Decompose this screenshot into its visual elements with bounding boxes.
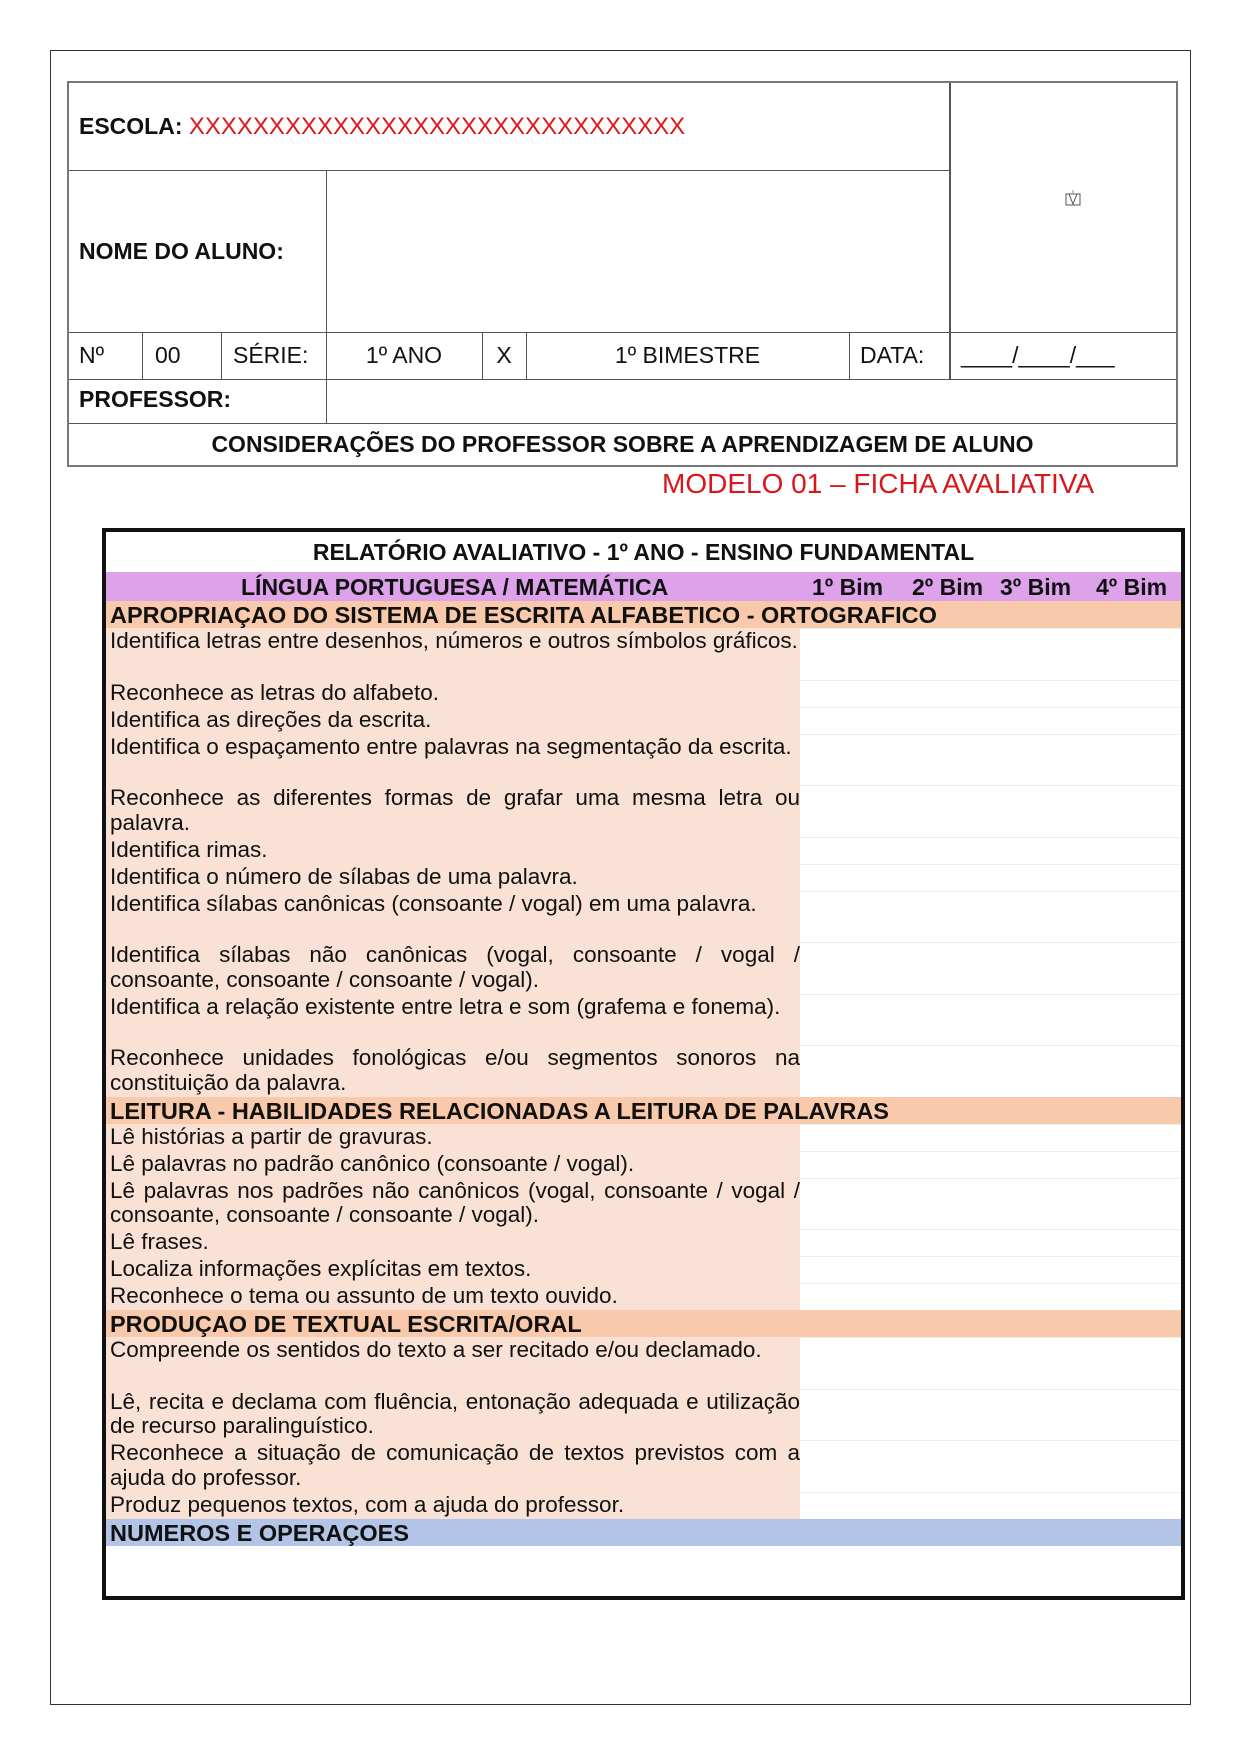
bimester-grade-cells[interactable] — [800, 1283, 1181, 1311]
skill-description: Identifica a relação existente entre letra e som (grafema e fonema). — [106, 994, 800, 1046]
bimester-grade-cells[interactable] — [800, 864, 1181, 892]
divider — [221, 332, 222, 379]
bimester-grade-cells[interactable] — [800, 680, 1181, 708]
assessment-row — [106, 994, 1181, 1046]
divider — [849, 332, 850, 379]
bimester-grade-cells[interactable] — [800, 942, 1181, 995]
bimester-grade-cells[interactable] — [800, 1045, 1181, 1098]
professor-label: PROFESSOR: — [79, 386, 232, 412]
section-heading: PRODUÇAO DE TEXTUAL ESCRITA/ORAL — [106, 1310, 1181, 1337]
assessment-row — [106, 837, 1181, 864]
escola-value[interactable]: XXXXXXXXXXXXXXXXXXXXXXXXXXXXXXX — [188, 113, 686, 140]
divider — [69, 170, 949, 171]
bimester-header-3: 3º Bim — [1000, 574, 1072, 600]
assessment-row — [106, 864, 1181, 891]
assessment-row — [106, 1178, 1181, 1230]
report-title: RELATÓRIO AVALIATIVO - 1º ANO - ENSINO FUNDAMENTAL — [106, 532, 1181, 572]
divider — [142, 332, 143, 379]
bimester-grade-cells[interactable] — [800, 1151, 1181, 1179]
bimester-grade-cells[interactable] — [800, 785, 1181, 838]
divider — [949, 332, 950, 379]
skill-description: Lê, recita e declama com fluência, entonação adequada e utilização de recurso paralinguístico. — [106, 1389, 800, 1441]
skill-description: Lê palavras nos padrões não canônicos (vogal, consoante / vogal / consoante, consoante / consoante / vogal). — [106, 1178, 800, 1230]
skill-description: Identifica sílabas canônicas (consoante / vogal) em uma palavra. — [106, 891, 800, 943]
bimester-header-4: 4º Bim — [1096, 574, 1168, 600]
skill-description: Identifica o espaçamento entre palavras na segmentação da escrita. — [106, 734, 800, 786]
bimester-grade-cells[interactable] — [800, 628, 1181, 681]
bimester-grade-cells[interactable] — [800, 734, 1181, 787]
serie-label: SÉRIE: — [233, 342, 309, 368]
divider — [69, 423, 1176, 424]
divider — [69, 379, 1176, 380]
assessment-row — [106, 1283, 1181, 1310]
subject-header-row — [106, 572, 1181, 601]
assessment-row — [106, 891, 1181, 943]
assessment-row — [106, 707, 1181, 734]
bimester-grade-cells[interactable] — [800, 837, 1181, 865]
escola-label: ESCOLA: — [79, 113, 183, 139]
skill-description: Reconhece a situação de comunicação de textos previstos com a ajuda do professor. — [106, 1440, 800, 1492]
skill-description: Produz pequenos textos, com a ajuda do professor. — [106, 1492, 800, 1519]
assessment-row — [106, 1440, 1181, 1492]
section-heading: APROPRIAÇAO DO SISTEMA DE ESCRITA ALFABETICO - ORTOGRAFICO — [106, 601, 1181, 628]
bimester-header-2: 2º Bim — [912, 574, 984, 600]
skill-description: Identifica o número de sílabas de uma palavra. — [106, 864, 800, 891]
bimester-grade-cells[interactable] — [800, 1229, 1181, 1257]
assessment-row — [106, 785, 1181, 837]
bimester-grade-cells[interactable] — [800, 1389, 1181, 1442]
professor-input[interactable] — [328, 381, 1174, 421]
data-label: DATA: — [860, 342, 925, 368]
assessment-row — [106, 1389, 1181, 1441]
numero-label: Nº — [79, 342, 105, 368]
skill-description: Reconhece unidades fonológicas e/ou segmentos sonoros na constituição da palavra. — [106, 1045, 800, 1097]
assessment-row — [106, 1045, 1181, 1097]
bimester-grade-cells[interactable] — [800, 707, 1181, 735]
assessment-row — [106, 734, 1181, 786]
section-heading: NUMEROS E OPERAÇOES — [106, 1519, 1181, 1546]
skill-description: Localiza informações explícitas em textos. — [106, 1256, 800, 1283]
assessment-row — [106, 1124, 1181, 1151]
skill-description: Lê palavras no padrão canônico (consoante / vogal). — [106, 1151, 800, 1178]
assessment-row — [106, 1229, 1181, 1256]
bimester-grade-cells[interactable] — [800, 1492, 1181, 1520]
skill-description: Compreende os sentidos do texto a ser recitado e/ou declamado. — [106, 1337, 800, 1389]
assessment-row — [106, 1256, 1181, 1283]
divider — [326, 170, 327, 423]
assessment-row — [106, 1492, 1181, 1519]
bimester-grade-cells[interactable] — [800, 1124, 1181, 1152]
skill-description: Lê frases. — [106, 1229, 800, 1256]
section-heading: LEITURA - HABILIDADES RELACIONADAS A LEITURA DE PALAVRAS — [106, 1097, 1181, 1124]
bimester-grade-cells[interactable] — [800, 891, 1181, 944]
bimester-header-1: 1º Bim — [812, 574, 884, 600]
bimestre-value[interactable]: 1º BIMESTRE — [614, 342, 761, 368]
modelo-title: MODELO 01 – FICHA AVALIATIVA — [662, 468, 1095, 499]
bimester-grade-cells[interactable] — [800, 1337, 1181, 1390]
consideracoes-heading: CONSIDERAÇÕES DO PROFESSOR SOBRE A APRENDIZAGEM DE ALUNO — [211, 431, 1034, 457]
nome-aluno-label: NOME DO ALUNO: — [79, 238, 284, 264]
image-placeholder-icon — [1064, 189, 1082, 207]
student-header-table — [67, 81, 1178, 467]
serie-mark[interactable]: X — [496, 342, 512, 368]
skill-description: Reconhece as diferentes formas de grafar uma mesma letra ou palavra. — [106, 785, 800, 837]
skill-description: Reconhece o tema ou assunto de um texto ouvido. — [106, 1283, 800, 1310]
nome-aluno-input[interactable] — [328, 172, 947, 330]
subject-title: LÍNGUA PORTUGUESA / MATEMÁTICA — [241, 574, 669, 600]
assessment-row — [106, 942, 1181, 994]
assessment-row — [106, 628, 1181, 680]
skill-description: Identifica as direções da escrita. — [106, 707, 800, 734]
assessment-row — [106, 1337, 1181, 1389]
bimester-grade-cells[interactable] — [800, 994, 1181, 1047]
assessment-row — [106, 1151, 1181, 1178]
serie-value[interactable]: 1º ANO — [365, 342, 443, 368]
skill-description: Identifica sílabas não canônicas (vogal, consoante / vogal / consoante, consoante / consoante / vogal). — [106, 942, 800, 994]
bimester-grade-cells[interactable] — [800, 1440, 1181, 1493]
numero-value[interactable]: 00 — [155, 342, 181, 368]
skill-description: Reconhece as letras do alfabeto. — [106, 680, 800, 707]
skill-description: Identifica letras entre desenhos, números e outros símbolos gráficos. — [106, 628, 800, 680]
skill-description: Identifica rimas. — [106, 837, 800, 864]
bimester-grade-cells[interactable] — [800, 1178, 1181, 1231]
data-value[interactable]: ____/____/___ — [961, 342, 1115, 368]
skill-description: Lê histórias a partir de gravuras. — [106, 1124, 800, 1151]
divider — [69, 332, 1176, 333]
report-table — [102, 528, 1185, 1600]
assessment-row — [106, 680, 1181, 707]
escola-field — [79, 113, 685, 140]
bimester-grade-cells[interactable] — [800, 1256, 1181, 1284]
